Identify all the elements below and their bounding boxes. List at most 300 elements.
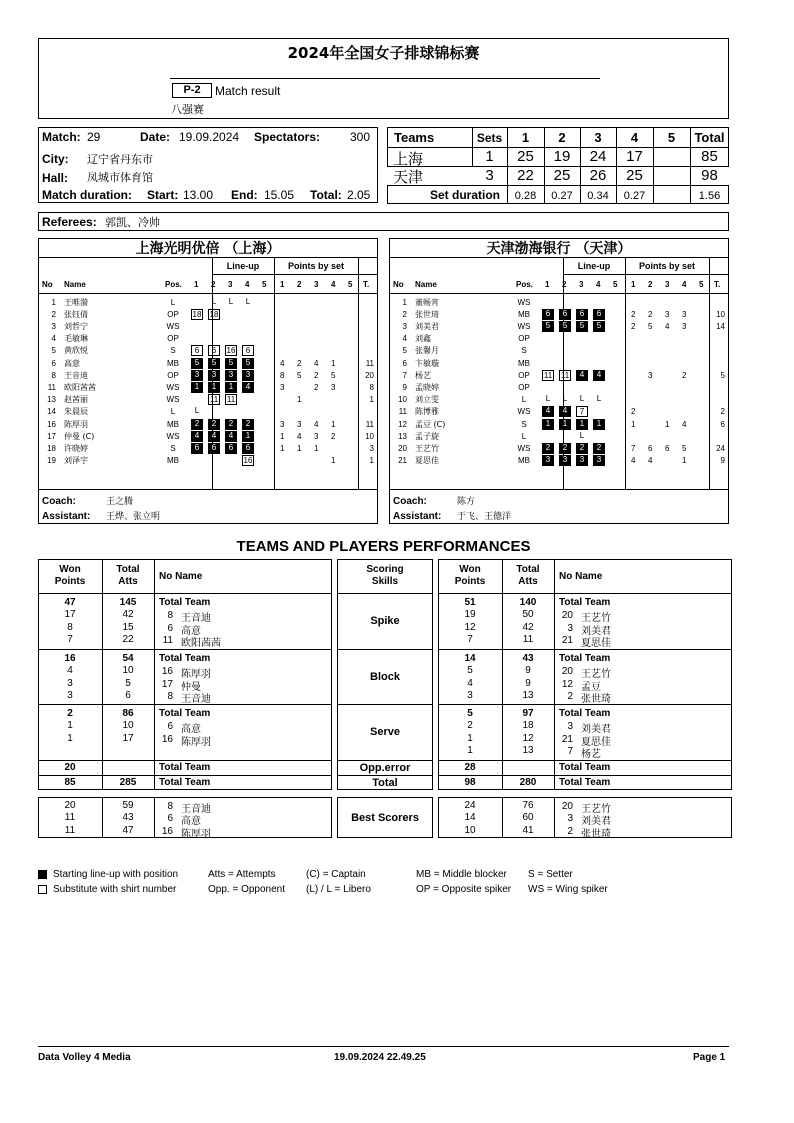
player-name: 张世琦 xyxy=(581,693,611,705)
lineup-marker: 5 xyxy=(542,321,554,332)
player-name: 刘美君 xyxy=(581,625,611,637)
lineup-marker: 16 xyxy=(226,346,236,356)
lineup-marker: 1 xyxy=(576,419,588,430)
player-number: 13 xyxy=(47,395,56,405)
score-team-a-set3: 24 xyxy=(589,148,607,165)
score-team-a-set2: 19 xyxy=(553,148,571,165)
player-name: 刘泽宇 xyxy=(64,456,88,466)
start-label: Start: xyxy=(147,188,179,202)
score-team-a-total: 85 xyxy=(701,148,718,165)
won-points-value: 47 xyxy=(64,597,76,608)
legend-substitute: Substitute with shirt number xyxy=(53,884,177,895)
won-points-value: 3 xyxy=(67,677,73,689)
total-atts-value: 22 xyxy=(122,633,134,645)
footer-software: Data Volley 4 Media xyxy=(38,1052,131,1063)
player-name: 陈厚羽 xyxy=(181,828,211,840)
won-points-value: 1 xyxy=(67,732,73,744)
legend-captain: (C) = Captain xyxy=(306,869,366,880)
legend-starting: Starting line-up with position xyxy=(53,869,179,880)
lineup-marker: 6 xyxy=(559,309,571,320)
legend-atts: Atts = Attempts xyxy=(208,869,276,880)
player-number: 16 xyxy=(161,733,173,745)
player-number: 2 xyxy=(567,825,573,837)
total-atts-value: 42 xyxy=(522,621,534,633)
end-label: End: xyxy=(231,188,258,202)
legend-setter: S = Setter xyxy=(528,869,573,880)
player-number: 3 xyxy=(51,321,56,331)
player-row xyxy=(38,418,378,430)
lineup-marker: 1 xyxy=(542,419,554,430)
player-position: WS xyxy=(166,321,180,331)
player-position: OP xyxy=(167,370,179,380)
set-points: 2 xyxy=(631,309,636,319)
total-team-label: Total Team xyxy=(559,653,611,664)
player-name: 孟豆 (C) xyxy=(415,419,446,429)
player-number: 6 xyxy=(167,721,173,733)
lineup-marker: 3 xyxy=(559,455,571,466)
player-number: 2 xyxy=(402,309,407,319)
set-points: 4 xyxy=(314,419,319,429)
total-atts-value: 11 xyxy=(522,633,534,645)
player-number: 2 xyxy=(567,690,573,702)
player-number: 5 xyxy=(402,346,407,356)
player-name: 陈厚羽 xyxy=(181,736,211,748)
player-row xyxy=(38,320,378,332)
player-number: 11 xyxy=(162,634,173,646)
player-name: 仲曼 xyxy=(181,681,201,693)
total-atts-value: 9 xyxy=(525,665,531,677)
player-row xyxy=(38,394,378,406)
player-row xyxy=(389,394,729,406)
total-atts-header: Total Atts xyxy=(516,564,540,587)
lineup-marker: 11 xyxy=(226,395,236,405)
player-total-points: 10 xyxy=(716,309,725,319)
set-points: 5 xyxy=(648,321,653,331)
total-atts-value: 13 xyxy=(522,689,534,701)
player-position: L xyxy=(170,407,176,417)
player-row xyxy=(389,333,729,345)
set-points: 1 xyxy=(331,419,336,429)
player-name: 仲曼 (C) xyxy=(64,431,95,441)
player-number: 6 xyxy=(167,622,173,634)
best-atts-value: 41 xyxy=(522,824,534,836)
player-name: 王艺竹 xyxy=(581,613,611,625)
set-points: 5 xyxy=(331,370,336,380)
lineup-marker: 1 xyxy=(191,382,203,393)
player-position: MB xyxy=(167,456,179,466)
lineup-marker: 3 xyxy=(542,455,554,466)
player-name: 赵茜丽 xyxy=(64,395,88,405)
total-atts-value: 18 xyxy=(522,720,534,732)
player-number: 8 xyxy=(167,610,173,622)
lineup-marker: L xyxy=(211,296,217,306)
opp-error-label: Opp.error xyxy=(359,761,411,774)
lineup-marker: 4 xyxy=(593,370,605,381)
player-name: 王艺竹 xyxy=(581,804,611,815)
player-row xyxy=(389,430,729,442)
player-number: 12 xyxy=(398,419,407,429)
score-team-b-set1: 22 xyxy=(517,167,534,184)
score-total-header: Total xyxy=(694,130,725,145)
player-name: 高意 xyxy=(181,625,201,637)
lineup-marker: 6 xyxy=(242,345,254,356)
player-name: 夏思佳 xyxy=(581,736,611,748)
won-points-value: 1 xyxy=(67,720,73,732)
lineup-marker: 1 xyxy=(593,419,605,430)
player-total-points: 3 xyxy=(369,443,374,453)
lineup-marker: 18 xyxy=(192,309,202,319)
set4-duration: 0.27 xyxy=(623,190,646,202)
best-atts-value: 43 xyxy=(122,812,134,824)
won-points-value: 1 xyxy=(467,732,473,744)
lineup-marker: 2 xyxy=(559,443,571,454)
lineup-marker: 4 xyxy=(208,431,220,442)
total-atts-a: 285 xyxy=(119,777,137,788)
no-header: No xyxy=(42,280,53,289)
lineup-marker: L xyxy=(545,394,551,404)
player-row xyxy=(38,333,378,345)
city-value: 辽宁省丹东市 xyxy=(87,153,153,166)
player-name: 张钰倩 xyxy=(64,309,88,319)
assistant-names: 于飞、王德洋 xyxy=(457,512,512,522)
total-atts-value: 15 xyxy=(122,621,134,633)
player-name: 王唯漪 xyxy=(64,297,88,307)
lineup-marker: 6 xyxy=(242,443,254,454)
set-points: 1 xyxy=(331,456,336,466)
won-points-value: 51 xyxy=(464,597,476,608)
lineup-marker: 2 xyxy=(242,419,254,430)
total-atts-value: 5 xyxy=(125,677,131,689)
player-row xyxy=(38,308,378,320)
set-points: 4 xyxy=(280,358,285,368)
score-teams-header: Teams xyxy=(394,130,435,145)
lineup-marker: 3 xyxy=(208,370,220,381)
set-points: 3 xyxy=(682,321,687,331)
player-number: 16 xyxy=(47,419,56,429)
footer-rule xyxy=(38,1046,729,1047)
set-points: 1 xyxy=(297,443,302,453)
set-points: 3 xyxy=(280,382,285,392)
points-col-header: 4 xyxy=(682,280,687,289)
coach-name: 陈方 xyxy=(457,497,476,507)
player-name: 刘美君 xyxy=(415,321,439,331)
set-points: 2 xyxy=(314,382,319,392)
player-name: 王艺竹 xyxy=(415,443,439,453)
total-atts-value: 12 xyxy=(522,732,534,744)
lineup-marker: L xyxy=(245,296,251,306)
player-position: WS xyxy=(517,297,531,307)
set-points: 3 xyxy=(331,382,336,392)
lineup-marker: 4 xyxy=(576,370,588,381)
points-by-set-header: Points by set xyxy=(287,261,344,271)
total-atts-value: 17 xyxy=(122,732,134,744)
best-atts-value: 60 xyxy=(522,812,534,824)
total-atts-value: 10 xyxy=(122,665,134,677)
opp-error-name-b: Total Team xyxy=(559,762,611,773)
lineup-marker: 5 xyxy=(208,358,220,369)
player-total-points: 1 xyxy=(369,395,374,405)
player-number: 11 xyxy=(398,407,407,417)
won-points-value: 7 xyxy=(67,633,73,645)
player-position: WS xyxy=(517,443,531,453)
set-points: 4 xyxy=(648,456,653,466)
score-sets-header: Sets xyxy=(476,130,503,145)
lineup-marker: 1 xyxy=(242,431,254,442)
player-name: 夏思佳 xyxy=(581,637,611,649)
lineup-marker: L xyxy=(596,394,602,404)
lineup-marker: 2 xyxy=(225,419,237,430)
total-team-label: Total Team xyxy=(559,597,611,608)
team-title: 天津渤海银行 （天津） xyxy=(486,241,632,257)
set-points: 6 xyxy=(665,443,670,453)
skill-label: Block xyxy=(370,670,400,683)
lineup-marker: 6 xyxy=(208,443,220,454)
pos-header: Pos. xyxy=(516,280,533,289)
player-name: 朱晨辰 xyxy=(64,407,88,417)
player-name: 王艺竹 xyxy=(581,669,611,681)
lineup-marker: 5 xyxy=(559,321,571,332)
lineup-col-header: 3 xyxy=(228,280,233,289)
score-team-a-set5 xyxy=(653,147,690,166)
set-points: 3 xyxy=(280,419,285,429)
best-scorers-label: Best Scorers xyxy=(351,811,419,824)
total-atts-value: 50 xyxy=(522,609,534,621)
lineup-marker: 1 xyxy=(225,382,237,393)
lineup-marker: 6 xyxy=(191,443,203,454)
lineup-marker: 3 xyxy=(225,370,237,381)
player-number: 17 xyxy=(161,678,173,690)
total-atts-value: 42 xyxy=(122,609,134,621)
score-team-b-total: 98 xyxy=(701,167,718,184)
total-atts-value: 9 xyxy=(525,677,531,689)
player-position: WS xyxy=(517,407,531,417)
duration-label: Match duration: xyxy=(42,188,132,202)
won-points-value: 7 xyxy=(467,633,473,645)
opp-error-points-a: 20 xyxy=(64,762,76,773)
report-code: P-2 xyxy=(172,83,212,98)
lineup-col-header: 5 xyxy=(262,280,267,289)
player-total-points: 6 xyxy=(720,419,725,429)
points-col-header: 2 xyxy=(648,280,653,289)
won-points-value: 12 xyxy=(464,621,476,633)
player-row xyxy=(38,430,378,442)
player-row xyxy=(389,418,729,430)
opp-error-name-a: Total Team xyxy=(159,762,211,773)
won-points-value: 17 xyxy=(64,609,76,621)
set1-duration: 0.28 xyxy=(514,190,537,202)
total-atts-b: 280 xyxy=(519,777,537,788)
player-row xyxy=(389,357,729,369)
player-row xyxy=(38,345,378,357)
player-position: WS xyxy=(517,321,531,331)
player-number: 3 xyxy=(402,321,407,331)
set-points: 4 xyxy=(682,419,687,429)
player-number: 6 xyxy=(167,813,173,825)
total-team-label: Total Team xyxy=(159,597,211,608)
referees-label: Referees: xyxy=(42,215,97,229)
player-number: 20 xyxy=(561,610,573,622)
best-atts-value: 76 xyxy=(522,800,534,811)
starting-lineup-swatch xyxy=(38,870,47,879)
lineup-marker: L xyxy=(228,296,234,306)
player-number: 3 xyxy=(567,813,573,825)
player-name: 张世琦 xyxy=(581,828,611,840)
won-points-value: 8 xyxy=(67,621,73,633)
player-number: 21 xyxy=(398,456,407,466)
footer-timestamp: 19.09.2024 22.49.25 xyxy=(334,1052,426,1063)
points-by-set-header: Points by set xyxy=(638,261,695,271)
player-name: 杨艺 xyxy=(415,370,431,380)
player-total-points: 10 xyxy=(365,431,374,441)
player-number: 18 xyxy=(47,443,56,453)
best-atts-value: 59 xyxy=(122,800,134,811)
lineup-marker: 6 xyxy=(191,345,203,356)
player-position: L xyxy=(521,395,527,405)
won-points-header: Won Points xyxy=(54,564,86,587)
player-row xyxy=(389,308,729,320)
total-atts-value: 86 xyxy=(122,708,134,719)
player-number: 11 xyxy=(47,382,56,392)
assistant-label: Assistant: xyxy=(42,511,91,522)
lineup-marker: 4 xyxy=(242,382,254,393)
player-row xyxy=(389,406,729,418)
points-col-header: 5 xyxy=(699,280,704,289)
lineup-marker: 11 xyxy=(209,395,219,405)
player-total-points: 5 xyxy=(720,370,725,380)
points-col-header: 4 xyxy=(331,280,336,289)
player-name: 夏思佳 xyxy=(415,456,439,466)
player-name: 刘美君 xyxy=(581,816,611,828)
player-number: 4 xyxy=(51,334,56,344)
won-points-value: 5 xyxy=(467,665,473,677)
set-points: 1 xyxy=(682,456,687,466)
set-points: 2 xyxy=(648,309,653,319)
lineup-marker: 6 xyxy=(208,345,220,356)
score-set1-header: 1 xyxy=(521,130,530,145)
set2-duration: 0.27 xyxy=(551,190,573,202)
lineup-col-header: 1 xyxy=(545,280,550,289)
player-number: 3 xyxy=(567,721,573,733)
total-col-header: T. xyxy=(714,280,721,289)
legend-opp: Opp. = Opponent xyxy=(208,884,286,895)
player-row xyxy=(38,442,378,454)
player-name: 高意 xyxy=(181,724,201,736)
set-points: 2 xyxy=(331,431,336,441)
header-rule xyxy=(170,78,600,79)
player-number: 6 xyxy=(402,358,407,368)
best-points-value: 11 xyxy=(64,824,76,836)
lineup-marker: 11 xyxy=(543,370,553,380)
total-label: Total xyxy=(372,776,398,789)
assistant-label: Assistant: xyxy=(393,511,442,522)
player-number: 16 xyxy=(161,825,173,837)
won-points-value: 14 xyxy=(464,653,476,664)
player-number: 2 xyxy=(51,309,56,319)
team-b-roster xyxy=(389,238,729,524)
player-total-points: 14 xyxy=(716,321,725,331)
set-points: 4 xyxy=(314,358,319,368)
player-name: 刘立雯 xyxy=(415,395,439,405)
player-name: 王音迪 xyxy=(181,693,211,705)
coach-label: Coach: xyxy=(393,496,427,507)
player-name: 张馨月 xyxy=(415,346,439,356)
player-total-points: 2 xyxy=(720,407,725,417)
start-time: 13.00 xyxy=(183,188,214,202)
player-total-points: 11 xyxy=(365,358,374,368)
player-row xyxy=(38,369,378,381)
set-points: 4 xyxy=(631,456,636,466)
player-row xyxy=(38,455,378,467)
player-row xyxy=(389,320,729,332)
player-total-points: 9 xyxy=(720,456,725,466)
player-name: 王音迪 xyxy=(64,370,88,380)
lineup-marker: L xyxy=(562,394,568,404)
best-atts-value: 47 xyxy=(122,824,134,836)
match-date: 19.09.2024 xyxy=(179,130,240,144)
total-atts-value: 97 xyxy=(522,708,534,719)
player-name: 许晓婷 xyxy=(64,443,88,453)
match-number: 29 xyxy=(87,130,101,144)
lineup-col-header: 4 xyxy=(596,280,601,289)
player-row xyxy=(389,381,729,393)
lineup-marker: 6 xyxy=(225,443,237,454)
score-team-b-set3: 26 xyxy=(589,167,607,184)
total-name-b: Total Team xyxy=(559,777,611,788)
score-set2-header: 2 xyxy=(558,130,566,145)
lineup-marker: 3 xyxy=(593,455,605,466)
set-points: 3 xyxy=(648,370,653,380)
player-number: 20 xyxy=(398,443,407,453)
score-set3-header: 3 xyxy=(594,130,602,145)
lineup-marker: 5 xyxy=(191,358,203,369)
lineup-marker: 6 xyxy=(542,309,554,320)
lineup-marker: 2 xyxy=(576,443,588,454)
player-name: 张世琦 xyxy=(415,309,439,319)
player-position: S xyxy=(521,419,527,429)
substitute-swatch xyxy=(38,885,47,894)
assistant-names: 王烨、张立明 xyxy=(106,512,161,522)
score-team-b-sets: 3 xyxy=(485,167,494,184)
player-total-points: 11 xyxy=(365,419,374,429)
player-position: L xyxy=(521,431,527,441)
player-position: OP xyxy=(167,334,179,344)
no-name-header: No Name xyxy=(559,571,603,582)
total-atts-value: 54 xyxy=(122,653,134,664)
player-position: S xyxy=(170,443,176,453)
total-atts-value: 140 xyxy=(519,597,537,608)
player-name: 刘鑫 xyxy=(415,334,431,344)
lineup-marker: 5 xyxy=(225,358,237,369)
player-name: 陈博雅 xyxy=(415,407,439,417)
player-number: 16 xyxy=(161,666,173,678)
lineup-marker: 2 xyxy=(191,419,203,430)
lineup-header: Line-up xyxy=(226,261,260,271)
player-position: MB xyxy=(167,358,179,368)
won-points-value: 3 xyxy=(67,689,73,701)
player-name: 黄欣悦 xyxy=(64,346,88,356)
lineup-col-header: 2 xyxy=(562,280,567,289)
won-points-value: 5 xyxy=(467,708,473,719)
set-points: 1 xyxy=(631,419,636,429)
lineup-marker: 5 xyxy=(242,358,254,369)
best-points-value: 10 xyxy=(464,824,476,836)
legend-mb: MB = Middle blocker xyxy=(416,869,507,880)
team-a-roster xyxy=(38,238,378,524)
player-row xyxy=(389,369,729,381)
lineup-marker: 2 xyxy=(208,419,220,430)
score-team-b: 天津 xyxy=(393,168,424,186)
score-set4-header: 4 xyxy=(630,130,639,145)
